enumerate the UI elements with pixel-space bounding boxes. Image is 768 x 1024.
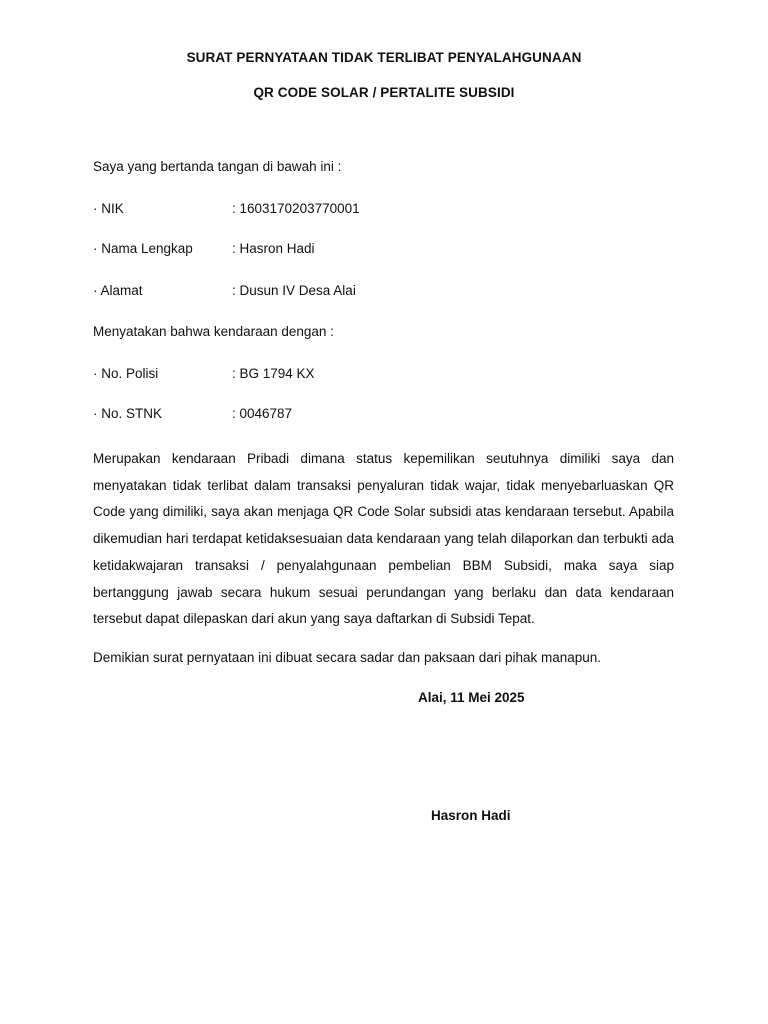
address-value: : Dusun IV Desa Alai (232, 283, 356, 298)
signer-name: Hasron Hadi (431, 808, 511, 823)
document-title-line-1: SURAT PERNYATAAN TIDAK TERLIBAT PENYALAHGUNAAN (186, 50, 582, 65)
stnk-label: · No. STNK (93, 406, 163, 421)
nik-value: : 1603170203770001 (232, 201, 360, 216)
address-label: · Alamat (93, 283, 143, 298)
plate-label: · No. Polisi (93, 366, 159, 381)
vehicle-intro-text: Menyatakan bahwa kendaraan dengan : (93, 324, 334, 339)
stnk-value: : 0046787 (232, 406, 293, 421)
document-title-line-2: QR CODE SOLAR / PERTALITE SUBSIDI (253, 85, 515, 100)
name-label: · Nama Lengkap (93, 241, 193, 256)
nik-label: · NIK (93, 201, 124, 216)
plate-value: : BG 1794 KX (232, 366, 315, 381)
statement-paragraph: Merupakan kendaraan Pribadi dimana status kepemilikan seutuhnya dimiliki saya dan menyatakan tidak terlibat dalam transaksi penyaluran tidak wajar, tidak menyebarluaskan QR Code yang dimiliki, saya akan menjaga QR Code Solar subsidi atas kendaraan tersebut. Apabila dikemudian hari terdapat ketidaksesuaian data kendaraan yang telah dilaporkan dan terbukti ada ketidakwajaran transaksi / penyalahgunaan pembelian BBM Subsidi, maka saya siap bertanggung jawab secara hukum sesuai perundangan yang berlaku dan data kendaraan tersebut dapat dilepaskan dari akun yang saya daftarkan di Subsidi Tepat. (93, 451, 674, 627)
closing-text: Demikian surat pernyataan ini dibuat secara sadar dan paksaan dari pihak manapun. (93, 650, 602, 665)
name-value: : Hasron Hadi (232, 241, 315, 256)
intro-text: Saya yang bertanda tangan di bawah ini : (93, 159, 342, 174)
place-date: Alai, 11 Mei 2025 (418, 690, 525, 705)
